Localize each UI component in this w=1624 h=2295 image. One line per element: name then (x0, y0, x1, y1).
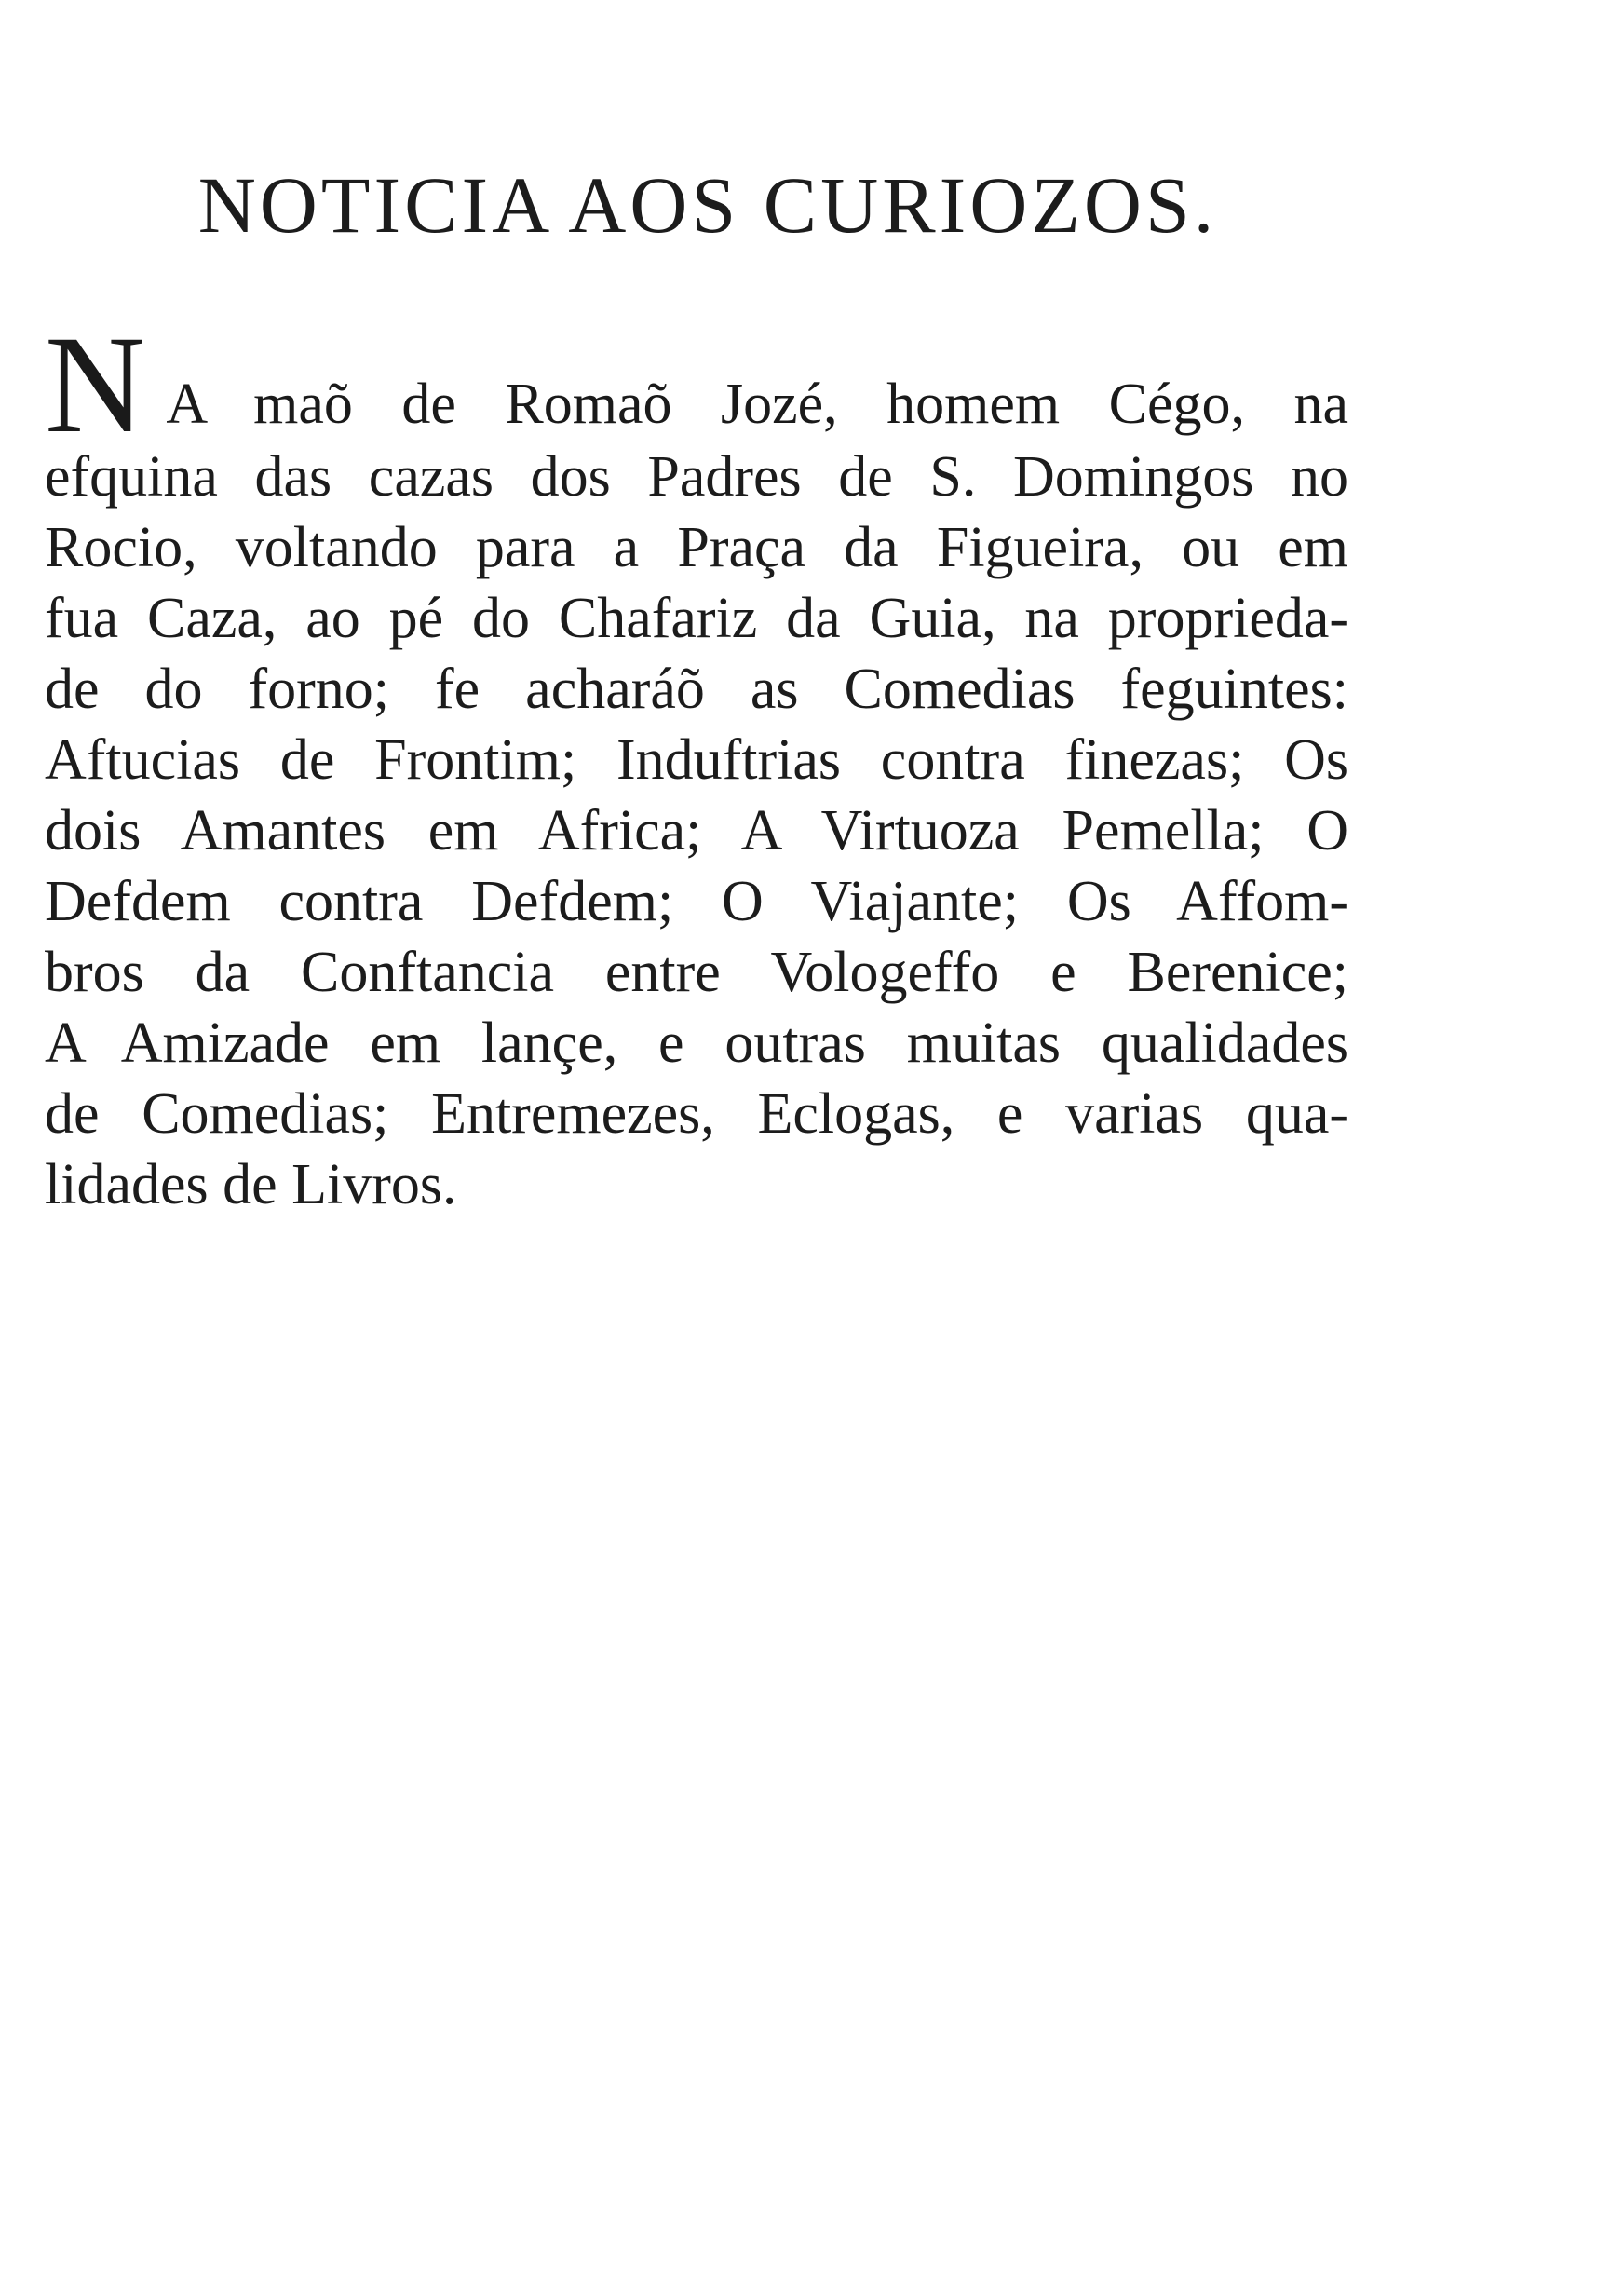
text-line: A maõ de Romaõ Jozé, homem Cégo, na (166, 373, 1348, 436)
text-line: bros da Conftancia entre Vologeffo e Berenice; (45, 941, 1348, 1004)
text-line: A Amizade em lançe, e outras muitas qualidades (45, 1012, 1348, 1075)
text-line: de do forno; fe acharáõ as Comedias feguintes: (45, 658, 1348, 721)
text-line: fua Caza, ao pé do Chafariz da Guia, na proprieda- (45, 587, 1348, 650)
text-line: dois Amantes em Africa; A Virtuoza Pemella; O (45, 799, 1348, 862)
document-title: NOTICIA AOS CURIOZOS. (197, 160, 1218, 250)
text-line: lidades de Livros. (45, 1153, 457, 1216)
text-line: efquina das cazas dos Padres de S. Domingos no (45, 445, 1348, 509)
drop-cap: N (45, 307, 146, 462)
paragraph-first-line (45, 307, 1348, 462)
notice-paragraph (45, 307, 1348, 1220)
text-line: Rocio, voltando para a Praça da Figueira, ou em (45, 516, 1348, 579)
text-line: Defdem contra Defdem; O Viajante; Os Affom- (45, 870, 1348, 933)
text-line: de Comedias; Entremezes, Eclogas, e varias qua- (45, 1082, 1348, 1146)
text-line: Aftucias de Frontim; Induftrias contra finezas; Os (45, 728, 1348, 792)
paragraph-lines (45, 441, 1348, 1220)
